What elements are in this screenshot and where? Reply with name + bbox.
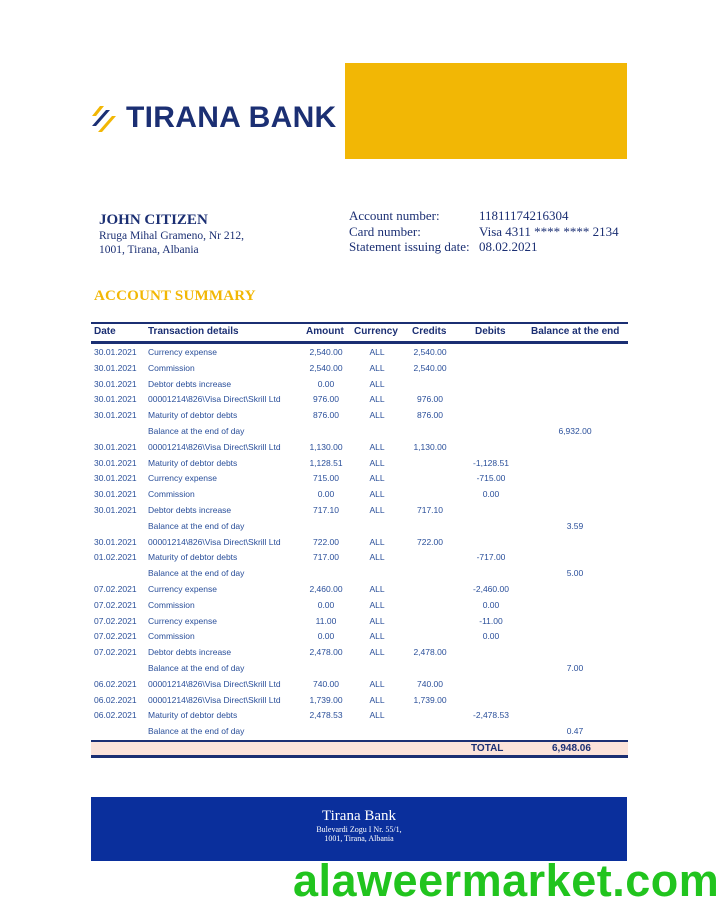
- cell-currency: ALL: [369, 457, 385, 468]
- cell-details: Maturity of debtor debts: [148, 552, 238, 563]
- cell-debits: -715.00: [476, 473, 506, 484]
- total-label: TOTAL: [471, 742, 504, 754]
- cell-date: 30.01.2021: [94, 378, 137, 389]
- cell-currency: ALL: [369, 362, 385, 373]
- cell-amount: 876.00: [313, 410, 339, 421]
- cell-date: 07.02.2021: [94, 583, 137, 594]
- account-info: [349, 208, 619, 255]
- cell-currency: ALL: [369, 710, 385, 721]
- table-row: [91, 407, 628, 423]
- header-date: Date: [94, 326, 116, 337]
- table-bottom-border: [91, 755, 628, 758]
- table-row: [91, 534, 628, 550]
- cell-amount: 0.00: [317, 489, 335, 500]
- table-row: [91, 644, 628, 660]
- cell-details: Commission: [148, 489, 195, 500]
- cell-details: Maturity of debtor debts: [148, 710, 238, 721]
- cell-date: 30.01.2021: [94, 362, 137, 373]
- cell-amount: 1,739.00: [309, 694, 343, 705]
- bank-logo-icon: [90, 102, 120, 134]
- cell-credits: 2,478.00: [413, 647, 447, 658]
- header-amount: Amount: [306, 326, 344, 337]
- cell-details: Currency expense: [148, 615, 217, 626]
- cell-details: Debtor debts increase: [148, 504, 232, 515]
- cell-details: Debtor debts increase: [148, 378, 232, 389]
- cell-details: Balance at the end of day: [148, 726, 245, 737]
- cell-debits: -11.00: [479, 615, 503, 626]
- header-details: Transaction details: [148, 326, 239, 337]
- cell-details: Currency expense: [148, 347, 217, 357]
- customer-address-line1: Rruga Mihal Grameno, Nr 212,: [99, 230, 244, 242]
- cell-date: 07.02.2021: [94, 631, 137, 642]
- cell-details: Balance at the end of day: [148, 568, 245, 579]
- header-credits: Credits: [412, 326, 447, 337]
- account-number-label: Account number:: [349, 208, 440, 223]
- customer-name: JOHN CITIZEN: [99, 212, 208, 228]
- customer-address-line2: 1001, Tirana, Albania: [99, 244, 199, 256]
- total-value: 6,948.06: [552, 742, 591, 754]
- cell-details: Maturity of debtor debts: [148, 457, 238, 468]
- cell-debits: 0.00: [482, 489, 500, 500]
- cell-details: Maturity of debtor debts: [148, 410, 238, 421]
- cell-currency: ALL: [369, 378, 385, 389]
- cell-balance: 3.59: [566, 520, 584, 531]
- total-row: [91, 742, 628, 755]
- cell-amount: 1,130.00: [309, 441, 343, 452]
- table-row: [91, 486, 628, 502]
- footer-banner: [91, 797, 627, 861]
- cell-currency: ALL: [369, 473, 385, 484]
- cell-details: Commission: [148, 599, 195, 610]
- table-row: [91, 455, 628, 471]
- cell-debits: -1,128.51: [473, 457, 509, 468]
- header-debits: Debits: [475, 326, 506, 337]
- transactions-table: [91, 322, 628, 758]
- cell-currency: ALL: [369, 631, 385, 642]
- cell-date: 30.01.2021: [94, 347, 137, 357]
- table-row: [91, 376, 628, 392]
- cell-amount: 2,460.00: [309, 583, 343, 594]
- table-row: [91, 423, 628, 439]
- cell-amount: 1,128.51: [309, 457, 343, 468]
- table-row: [91, 439, 628, 455]
- header-color-block: [345, 63, 627, 159]
- cell-currency: ALL: [369, 599, 385, 610]
- cell-currency: ALL: [369, 583, 385, 594]
- cell-currency: ALL: [369, 410, 385, 421]
- account-summary-title: ACCOUNT SUMMARY: [94, 288, 256, 304]
- cell-details: Debtor debts increase: [148, 647, 232, 658]
- customer-block: [99, 211, 244, 257]
- table-body: [91, 344, 628, 739]
- cell-amount: 2,540.00: [309, 347, 343, 357]
- cell-amount: 717.10: [313, 504, 339, 515]
- cell-currency: ALL: [369, 678, 385, 689]
- cell-date: 30.01.2021: [94, 489, 137, 500]
- cell-details: 00001214\826\Visa Direct\Skrill Ltd: [148, 678, 281, 689]
- cell-currency: ALL: [369, 615, 385, 626]
- cell-amount: 2,478.53: [309, 710, 343, 721]
- table-row: [91, 597, 628, 613]
- bank-logo: [90, 98, 337, 138]
- cell-amount: 11.00: [315, 615, 337, 626]
- cell-currency: ALL: [369, 489, 385, 500]
- cell-details: Commission: [148, 631, 195, 642]
- cell-details: 00001214\826\Visa Direct\Skrill Ltd: [148, 694, 281, 705]
- account-number: 11811174216304: [479, 208, 569, 223]
- cell-date: 30.01.2021: [94, 504, 137, 515]
- cell-amount: 2,478.00: [309, 647, 343, 658]
- cell-amount: 0.00: [317, 631, 335, 642]
- cell-currency: ALL: [369, 347, 385, 357]
- table-row: [91, 613, 628, 629]
- cell-date: 06.02.2021: [94, 678, 137, 689]
- cell-credits: 2,540.00: [413, 362, 447, 373]
- cell-details: 00001214\826\Visa Direct\Skrill Ltd: [148, 394, 281, 405]
- cell-debits: -2,460.00: [473, 583, 509, 594]
- cell-currency: ALL: [369, 647, 385, 658]
- cell-date: 01.02.2021: [94, 552, 137, 563]
- table-row: [91, 360, 628, 376]
- cell-amount: 976.00: [313, 394, 339, 405]
- table-row: [91, 723, 628, 739]
- cell-amount: 715.00: [313, 473, 339, 484]
- cell-details: Balance at the end of day: [148, 662, 245, 673]
- statement-date: 08.02.2021: [479, 239, 538, 254]
- cell-date: 30.01.2021: [94, 473, 137, 484]
- cell-balance: 0.47: [566, 726, 584, 737]
- table-row: [91, 518, 628, 534]
- table-row: [91, 502, 628, 518]
- bank-logo-text: TIRANA BANK: [126, 101, 337, 134]
- footer-bank-name: Tirana Bank: [321, 808, 397, 824]
- cell-credits: 1,130.00: [413, 441, 447, 452]
- table-row: [91, 676, 628, 692]
- cell-date: 30.01.2021: [94, 394, 137, 405]
- statement-date-label: Statement issuing date:: [349, 239, 470, 254]
- cell-balance: 7.00: [566, 662, 584, 673]
- header-balance: Balance at the end: [531, 326, 620, 337]
- cell-credits: 740.00: [417, 678, 443, 689]
- footer-address-line2: 1001, Tirana, Albania: [324, 834, 394, 843]
- cell-currency: ALL: [369, 394, 385, 405]
- cell-amount: 717.00: [313, 552, 339, 563]
- cell-amount: 0.00: [317, 599, 335, 610]
- cell-date: 30.01.2021: [94, 536, 137, 547]
- cell-debits: -717.00: [476, 552, 506, 563]
- table-row: [91, 344, 628, 360]
- table-row: [91, 391, 628, 407]
- cell-date: 07.02.2021: [94, 599, 137, 610]
- cell-details: 00001214\826\Visa Direct\Skrill Ltd: [148, 536, 281, 547]
- cell-credits: 876.00: [417, 410, 443, 421]
- cell-credits: 2,540.00: [413, 347, 447, 357]
- cell-details: 00001214\826\Visa Direct\Skrill Ltd: [148, 441, 281, 452]
- cell-debits: -2,478.53: [473, 710, 509, 721]
- cell-details: Currency expense: [148, 473, 217, 484]
- table-row: [91, 470, 628, 486]
- header-currency: Currency: [354, 326, 398, 337]
- card-number: Visa 4311 **** **** 2134: [479, 223, 619, 239]
- table-row: [91, 707, 628, 723]
- table-row: [91, 660, 628, 676]
- cell-amount: 0.00: [317, 378, 335, 389]
- cell-debits: 0.00: [482, 631, 500, 642]
- cell-currency: ALL: [369, 441, 385, 452]
- cell-currency: ALL: [369, 504, 385, 515]
- cell-amount: 2,540.00: [309, 362, 343, 373]
- cell-debits: 0.00: [482, 599, 500, 610]
- cell-date: 30.01.2021: [94, 441, 137, 452]
- cell-amount: 740.00: [313, 678, 339, 689]
- cell-credits: 722.00: [417, 536, 443, 547]
- card-number-label: Card number:: [349, 223, 421, 239]
- cell-details: Balance at the end of day: [148, 425, 245, 436]
- cell-date: 06.02.2021: [94, 694, 137, 705]
- cell-amount: 722.00: [313, 536, 339, 547]
- table-row: [91, 628, 628, 644]
- cell-credits: 976.00: [417, 394, 443, 405]
- table-row: [91, 692, 628, 708]
- cell-date: 07.02.2021: [94, 647, 137, 658]
- cell-date: 06.02.2021: [94, 710, 137, 721]
- table-row: [91, 565, 628, 581]
- cell-date: 30.01.2021: [94, 457, 137, 468]
- footer-address-line1: Bulevardi Zogu I Nr. 55/1,: [316, 825, 402, 834]
- cell-currency: ALL: [369, 694, 385, 705]
- cell-balance: 5.00: [566, 568, 584, 579]
- cell-date: 07.02.2021: [94, 615, 137, 626]
- cell-currency: ALL: [369, 552, 385, 563]
- table-header: [91, 322, 628, 344]
- cell-details: Commission: [148, 362, 195, 373]
- cell-date: 30.01.2021: [94, 410, 137, 421]
- cell-details: Currency expense: [148, 583, 217, 594]
- cell-credits: 717.10: [417, 504, 443, 515]
- table-row: [91, 549, 628, 565]
- cell-currency: ALL: [369, 536, 385, 547]
- cell-details: Balance at the end of day: [148, 520, 245, 531]
- watermark-text: alaweermarket.com: [293, 855, 720, 906]
- table-row: [91, 581, 628, 597]
- cell-credits: 1,739.00: [413, 694, 447, 705]
- cell-balance: 6,932.00: [558, 425, 592, 436]
